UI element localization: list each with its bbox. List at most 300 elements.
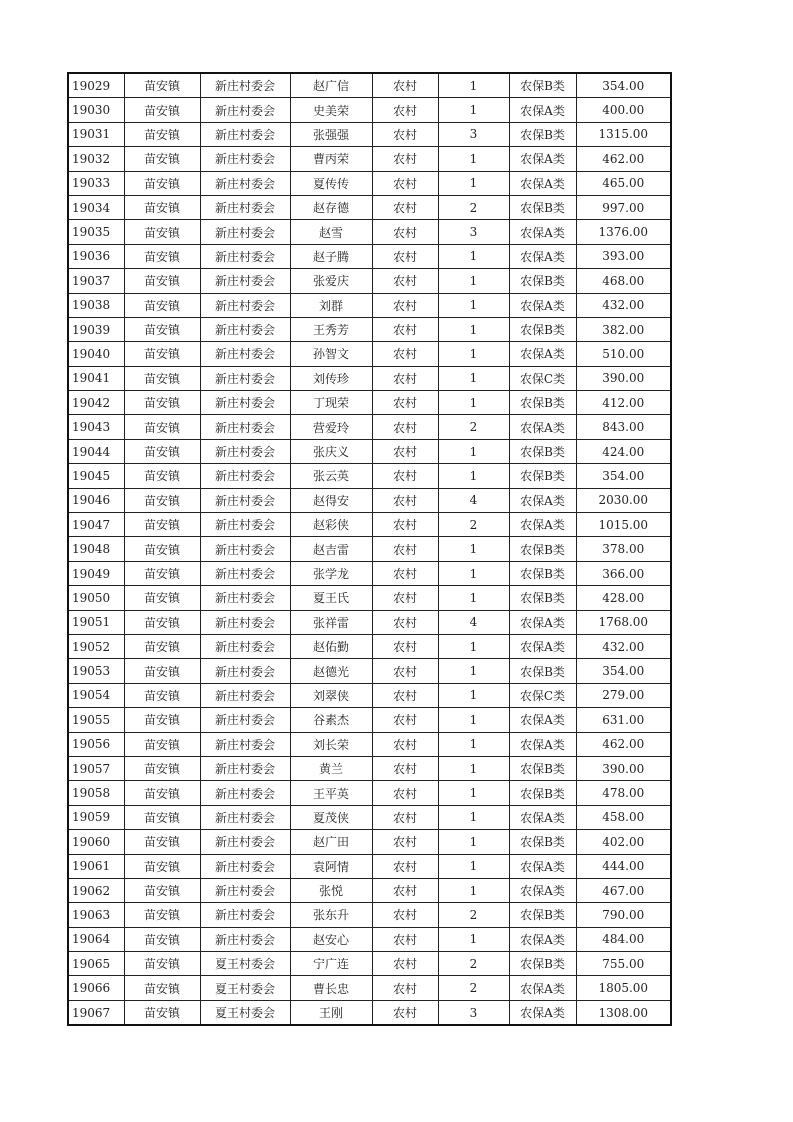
cell-id: 19033 bbox=[68, 171, 124, 195]
cell-town: 苗安镇 bbox=[124, 293, 200, 317]
cell-category: 农保A类 bbox=[509, 98, 576, 122]
cell-town: 苗安镇 bbox=[124, 927, 200, 951]
cell-category: 农保B类 bbox=[509, 122, 576, 146]
cell-village-committee: 新庄村委会 bbox=[200, 147, 290, 171]
cell-persons: 2 bbox=[438, 195, 509, 219]
table-row bbox=[68, 805, 671, 829]
cell-amount: 393.00 bbox=[576, 244, 671, 268]
cell-village-committee: 新庄村委会 bbox=[200, 171, 290, 195]
cell-amount: 1015.00 bbox=[576, 513, 671, 537]
cell-town: 苗安镇 bbox=[124, 439, 200, 463]
records-table-body bbox=[68, 73, 671, 1025]
cell-category: 农保B类 bbox=[509, 952, 576, 976]
cell-town: 苗安镇 bbox=[124, 1000, 200, 1025]
cell-household-type: 农村 bbox=[372, 342, 438, 366]
cell-id: 19051 bbox=[68, 610, 124, 634]
cell-amount: 412.00 bbox=[576, 391, 671, 415]
table-row bbox=[68, 488, 671, 512]
cell-town: 苗安镇 bbox=[124, 342, 200, 366]
cell-category: 农保B类 bbox=[509, 781, 576, 805]
cell-id: 19065 bbox=[68, 952, 124, 976]
cell-category: 农保B类 bbox=[509, 73, 576, 98]
cell-category: 农保B类 bbox=[509, 464, 576, 488]
cell-name: 丁现荣 bbox=[290, 391, 372, 415]
cell-name: 黄兰 bbox=[290, 756, 372, 780]
cell-category: 农保B类 bbox=[509, 391, 576, 415]
cell-village-committee: 新庄村委会 bbox=[200, 878, 290, 902]
cell-name: 夏传传 bbox=[290, 171, 372, 195]
cell-amount: 1376.00 bbox=[576, 220, 671, 244]
cell-persons: 1 bbox=[438, 293, 509, 317]
table-row bbox=[68, 513, 671, 537]
cell-id: 19062 bbox=[68, 878, 124, 902]
cell-persons: 1 bbox=[438, 317, 509, 341]
cell-village-committee: 新庄村委会 bbox=[200, 366, 290, 390]
cell-name: 夏王氏 bbox=[290, 586, 372, 610]
cell-id: 19052 bbox=[68, 634, 124, 658]
table-row bbox=[68, 439, 671, 463]
cell-household-type: 农村 bbox=[372, 732, 438, 756]
cell-category: 农保A类 bbox=[509, 342, 576, 366]
cell-name: 刘长荣 bbox=[290, 732, 372, 756]
cell-persons: 1 bbox=[438, 269, 509, 293]
cell-persons: 4 bbox=[438, 488, 509, 512]
cell-name: 张爱庆 bbox=[290, 269, 372, 293]
cell-persons: 1 bbox=[438, 854, 509, 878]
cell-amount: 755.00 bbox=[576, 952, 671, 976]
cell-persons: 1 bbox=[438, 586, 509, 610]
cell-amount: 631.00 bbox=[576, 708, 671, 732]
cell-category: 农保A类 bbox=[509, 854, 576, 878]
cell-category: 农保A类 bbox=[509, 415, 576, 439]
cell-household-type: 农村 bbox=[372, 513, 438, 537]
cell-category: 农保B类 bbox=[509, 830, 576, 854]
cell-household-type: 农村 bbox=[372, 269, 438, 293]
cell-village-committee: 新庄村委会 bbox=[200, 561, 290, 585]
cell-village-committee: 新庄村委会 bbox=[200, 708, 290, 732]
table-row bbox=[68, 342, 671, 366]
cell-name: 赵雪 bbox=[290, 220, 372, 244]
cell-town: 苗安镇 bbox=[124, 317, 200, 341]
cell-amount: 1768.00 bbox=[576, 610, 671, 634]
cell-amount: 484.00 bbox=[576, 927, 671, 951]
cell-town: 苗安镇 bbox=[124, 464, 200, 488]
cell-household-type: 农村 bbox=[372, 171, 438, 195]
cell-household-type: 农村 bbox=[372, 659, 438, 683]
cell-name: 赵存德 bbox=[290, 195, 372, 219]
cell-category: 农保A类 bbox=[509, 220, 576, 244]
table-row bbox=[68, 73, 671, 98]
cell-id: 19038 bbox=[68, 293, 124, 317]
table-row bbox=[68, 317, 671, 341]
cell-id: 19039 bbox=[68, 317, 124, 341]
cell-id: 19050 bbox=[68, 586, 124, 610]
cell-village-committee: 新庄村委会 bbox=[200, 659, 290, 683]
cell-name: 史美荣 bbox=[290, 98, 372, 122]
cell-category: 农保A类 bbox=[509, 171, 576, 195]
cell-village-committee: 新庄村委会 bbox=[200, 537, 290, 561]
cell-amount: 1805.00 bbox=[576, 976, 671, 1000]
cell-household-type: 农村 bbox=[372, 634, 438, 658]
cell-id: 19043 bbox=[68, 415, 124, 439]
cell-town: 苗安镇 bbox=[124, 781, 200, 805]
cell-village-committee: 新庄村委会 bbox=[200, 439, 290, 463]
cell-amount: 510.00 bbox=[576, 342, 671, 366]
cell-category: 农保B类 bbox=[509, 195, 576, 219]
cell-household-type: 农村 bbox=[372, 317, 438, 341]
cell-village-committee: 新庄村委会 bbox=[200, 244, 290, 268]
cell-household-type: 农村 bbox=[372, 391, 438, 415]
cell-town: 苗安镇 bbox=[124, 195, 200, 219]
cell-id: 19064 bbox=[68, 927, 124, 951]
cell-village-committee: 新庄村委会 bbox=[200, 98, 290, 122]
cell-name: 夏茂侠 bbox=[290, 805, 372, 829]
cell-household-type: 农村 bbox=[372, 830, 438, 854]
cell-village-committee: 新庄村委会 bbox=[200, 732, 290, 756]
cell-category: 农保C类 bbox=[509, 366, 576, 390]
cell-amount: 378.00 bbox=[576, 537, 671, 561]
cell-household-type: 农村 bbox=[372, 195, 438, 219]
table-row bbox=[68, 659, 671, 683]
cell-category: 农保A类 bbox=[509, 293, 576, 317]
cell-id: 19041 bbox=[68, 366, 124, 390]
cell-id: 19060 bbox=[68, 830, 124, 854]
cell-category: 农保C类 bbox=[509, 683, 576, 707]
cell-name: 营爱玲 bbox=[290, 415, 372, 439]
cell-town: 苗安镇 bbox=[124, 98, 200, 122]
cell-household-type: 农村 bbox=[372, 439, 438, 463]
cell-town: 苗安镇 bbox=[124, 683, 200, 707]
cell-town: 苗安镇 bbox=[124, 561, 200, 585]
cell-category: 农保B类 bbox=[509, 269, 576, 293]
cell-name: 张云英 bbox=[290, 464, 372, 488]
cell-id: 19042 bbox=[68, 391, 124, 415]
cell-persons: 3 bbox=[438, 220, 509, 244]
cell-name: 孙智文 bbox=[290, 342, 372, 366]
cell-category: 农保B类 bbox=[509, 659, 576, 683]
cell-household-type: 农村 bbox=[372, 610, 438, 634]
cell-town: 苗安镇 bbox=[124, 415, 200, 439]
table-row bbox=[68, 903, 671, 927]
cell-id: 19066 bbox=[68, 976, 124, 1000]
cell-id: 19048 bbox=[68, 537, 124, 561]
cell-village-committee: 新庄村委会 bbox=[200, 756, 290, 780]
cell-amount: 354.00 bbox=[576, 659, 671, 683]
cell-household-type: 农村 bbox=[372, 927, 438, 951]
cell-id: 19040 bbox=[68, 342, 124, 366]
cell-amount: 1315.00 bbox=[576, 122, 671, 146]
cell-amount: 790.00 bbox=[576, 903, 671, 927]
table-row bbox=[68, 878, 671, 902]
cell-persons: 1 bbox=[438, 147, 509, 171]
cell-town: 苗安镇 bbox=[124, 537, 200, 561]
cell-category: 农保A类 bbox=[509, 878, 576, 902]
cell-id: 19044 bbox=[68, 439, 124, 463]
cell-category: 农保A类 bbox=[509, 488, 576, 512]
cell-village-committee: 新庄村委会 bbox=[200, 342, 290, 366]
cell-name: 曹长忠 bbox=[290, 976, 372, 1000]
cell-name: 王刚 bbox=[290, 1000, 372, 1025]
cell-town: 苗安镇 bbox=[124, 366, 200, 390]
table-row bbox=[68, 781, 671, 805]
cell-persons: 2 bbox=[438, 415, 509, 439]
cell-town: 苗安镇 bbox=[124, 732, 200, 756]
cell-name: 赵德光 bbox=[290, 659, 372, 683]
cell-persons: 2 bbox=[438, 952, 509, 976]
cell-persons: 1 bbox=[438, 391, 509, 415]
cell-amount: 354.00 bbox=[576, 73, 671, 98]
cell-town: 苗安镇 bbox=[124, 73, 200, 98]
cell-amount: 432.00 bbox=[576, 634, 671, 658]
cell-amount: 462.00 bbox=[576, 147, 671, 171]
cell-village-committee: 新庄村委会 bbox=[200, 854, 290, 878]
cell-category: 农保B类 bbox=[509, 561, 576, 585]
cell-id: 19056 bbox=[68, 732, 124, 756]
cell-persons: 1 bbox=[438, 927, 509, 951]
cell-town: 苗安镇 bbox=[124, 586, 200, 610]
cell-persons: 1 bbox=[438, 171, 509, 195]
table-row bbox=[68, 195, 671, 219]
cell-amount: 432.00 bbox=[576, 293, 671, 317]
cell-category: 农保B类 bbox=[509, 439, 576, 463]
cell-household-type: 农村 bbox=[372, 464, 438, 488]
records-table bbox=[67, 72, 672, 1026]
table-row bbox=[68, 122, 671, 146]
cell-household-type: 农村 bbox=[372, 683, 438, 707]
cell-village-committee: 新庄村委会 bbox=[200, 610, 290, 634]
cell-household-type: 农村 bbox=[372, 98, 438, 122]
cell-name: 赵安心 bbox=[290, 927, 372, 951]
table-row bbox=[68, 391, 671, 415]
cell-category: 农保A类 bbox=[509, 244, 576, 268]
cell-amount: 279.00 bbox=[576, 683, 671, 707]
table-row bbox=[68, 537, 671, 561]
cell-village-committee: 新庄村委会 bbox=[200, 269, 290, 293]
cell-persons: 2 bbox=[438, 903, 509, 927]
cell-category: 农保A类 bbox=[509, 732, 576, 756]
cell-category: 农保A类 bbox=[509, 927, 576, 951]
table-row bbox=[68, 293, 671, 317]
table-row bbox=[68, 683, 671, 707]
cell-household-type: 农村 bbox=[372, 708, 438, 732]
cell-amount: 428.00 bbox=[576, 586, 671, 610]
cell-persons: 1 bbox=[438, 805, 509, 829]
cell-town: 苗安镇 bbox=[124, 488, 200, 512]
cell-name: 袁阿情 bbox=[290, 854, 372, 878]
cell-household-type: 农村 bbox=[372, 854, 438, 878]
table-row bbox=[68, 98, 671, 122]
cell-amount: 400.00 bbox=[576, 98, 671, 122]
cell-town: 苗安镇 bbox=[124, 854, 200, 878]
cell-persons: 1 bbox=[438, 781, 509, 805]
cell-persons: 1 bbox=[438, 537, 509, 561]
table-row bbox=[68, 464, 671, 488]
cell-persons: 1 bbox=[438, 439, 509, 463]
cell-category: 农保A类 bbox=[509, 708, 576, 732]
table-row bbox=[68, 415, 671, 439]
table-row bbox=[68, 732, 671, 756]
cell-village-committee: 新庄村委会 bbox=[200, 122, 290, 146]
cell-town: 苗安镇 bbox=[124, 634, 200, 658]
cell-name: 张学龙 bbox=[290, 561, 372, 585]
cell-household-type: 农村 bbox=[372, 903, 438, 927]
table-row bbox=[68, 244, 671, 268]
cell-village-committee: 新庄村委会 bbox=[200, 195, 290, 219]
cell-name: 赵彩侠 bbox=[290, 513, 372, 537]
cell-id: 19032 bbox=[68, 147, 124, 171]
cell-persons: 1 bbox=[438, 683, 509, 707]
cell-town: 苗安镇 bbox=[124, 244, 200, 268]
cell-amount: 458.00 bbox=[576, 805, 671, 829]
cell-persons: 1 bbox=[438, 634, 509, 658]
cell-category: 农保B类 bbox=[509, 756, 576, 780]
cell-name: 王秀芳 bbox=[290, 317, 372, 341]
cell-town: 苗安镇 bbox=[124, 708, 200, 732]
cell-persons: 1 bbox=[438, 464, 509, 488]
cell-town: 苗安镇 bbox=[124, 976, 200, 1000]
table-row bbox=[68, 561, 671, 585]
cell-name: 张强强 bbox=[290, 122, 372, 146]
cell-household-type: 农村 bbox=[372, 220, 438, 244]
cell-village-committee: 新庄村委会 bbox=[200, 683, 290, 707]
cell-village-committee: 新庄村委会 bbox=[200, 805, 290, 829]
table-row bbox=[68, 171, 671, 195]
cell-category: 农保A类 bbox=[509, 976, 576, 1000]
cell-persons: 3 bbox=[438, 1000, 509, 1025]
cell-town: 苗安镇 bbox=[124, 220, 200, 244]
cell-village-committee: 新庄村委会 bbox=[200, 830, 290, 854]
cell-town: 苗安镇 bbox=[124, 878, 200, 902]
table-row bbox=[68, 854, 671, 878]
cell-amount: 997.00 bbox=[576, 195, 671, 219]
cell-id: 19061 bbox=[68, 854, 124, 878]
cell-category: 农保B类 bbox=[509, 317, 576, 341]
cell-name: 赵子腾 bbox=[290, 244, 372, 268]
cell-household-type: 农村 bbox=[372, 122, 438, 146]
cell-village-committee: 新庄村委会 bbox=[200, 391, 290, 415]
cell-household-type: 农村 bbox=[372, 952, 438, 976]
cell-town: 苗安镇 bbox=[124, 830, 200, 854]
table-row bbox=[68, 952, 671, 976]
cell-town: 苗安镇 bbox=[124, 513, 200, 537]
cell-household-type: 农村 bbox=[372, 805, 438, 829]
cell-town: 苗安镇 bbox=[124, 122, 200, 146]
table-row bbox=[68, 756, 671, 780]
cell-id: 19035 bbox=[68, 220, 124, 244]
table-row bbox=[68, 586, 671, 610]
cell-village-committee: 新庄村委会 bbox=[200, 464, 290, 488]
cell-household-type: 农村 bbox=[372, 293, 438, 317]
cell-amount: 424.00 bbox=[576, 439, 671, 463]
cell-amount: 444.00 bbox=[576, 854, 671, 878]
cell-persons: 1 bbox=[438, 366, 509, 390]
cell-persons: 1 bbox=[438, 561, 509, 585]
cell-id: 19045 bbox=[68, 464, 124, 488]
cell-category: 农保A类 bbox=[509, 1000, 576, 1025]
cell-name: 王平英 bbox=[290, 781, 372, 805]
cell-persons: 2 bbox=[438, 513, 509, 537]
cell-name: 刘传珍 bbox=[290, 366, 372, 390]
cell-persons: 1 bbox=[438, 98, 509, 122]
cell-village-committee: 新庄村委会 bbox=[200, 293, 290, 317]
cell-persons: 1 bbox=[438, 732, 509, 756]
cell-amount: 467.00 bbox=[576, 878, 671, 902]
cell-persons: 1 bbox=[438, 73, 509, 98]
cell-household-type: 农村 bbox=[372, 976, 438, 1000]
cell-persons: 1 bbox=[438, 244, 509, 268]
cell-household-type: 农村 bbox=[372, 878, 438, 902]
cell-persons: 1 bbox=[438, 659, 509, 683]
cell-household-type: 农村 bbox=[372, 147, 438, 171]
cell-village-committee: 新庄村委会 bbox=[200, 513, 290, 537]
cell-amount: 2030.00 bbox=[576, 488, 671, 512]
cell-village-committee: 新庄村委会 bbox=[200, 415, 290, 439]
cell-id: 19054 bbox=[68, 683, 124, 707]
table-row bbox=[68, 610, 671, 634]
cell-household-type: 农村 bbox=[372, 781, 438, 805]
cell-household-type: 农村 bbox=[372, 756, 438, 780]
cell-name: 赵广田 bbox=[290, 830, 372, 854]
cell-id: 19059 bbox=[68, 805, 124, 829]
cell-village-committee: 夏王村委会 bbox=[200, 952, 290, 976]
table-row bbox=[68, 830, 671, 854]
cell-household-type: 农村 bbox=[372, 1000, 438, 1025]
cell-category: 农保A类 bbox=[509, 634, 576, 658]
cell-amount: 1308.00 bbox=[576, 1000, 671, 1025]
cell-amount: 354.00 bbox=[576, 464, 671, 488]
cell-amount: 465.00 bbox=[576, 171, 671, 195]
table-row bbox=[68, 366, 671, 390]
table-row bbox=[68, 708, 671, 732]
cell-name: 宁广连 bbox=[290, 952, 372, 976]
cell-id: 19031 bbox=[68, 122, 124, 146]
cell-category: 农保B类 bbox=[509, 903, 576, 927]
table-row bbox=[68, 976, 671, 1000]
cell-category: 农保A类 bbox=[509, 147, 576, 171]
cell-household-type: 农村 bbox=[372, 561, 438, 585]
cell-id: 19034 bbox=[68, 195, 124, 219]
cell-village-committee: 新庄村委会 bbox=[200, 317, 290, 341]
cell-amount: 382.00 bbox=[576, 317, 671, 341]
cell-persons: 2 bbox=[438, 976, 509, 1000]
cell-village-committee: 夏王村委会 bbox=[200, 976, 290, 1000]
cell-village-committee: 新庄村委会 bbox=[200, 488, 290, 512]
cell-name: 张庆义 bbox=[290, 439, 372, 463]
cell-name: 张悦 bbox=[290, 878, 372, 902]
cell-name: 曹丙荣 bbox=[290, 147, 372, 171]
cell-village-committee: 夏王村委会 bbox=[200, 1000, 290, 1025]
cell-id: 19030 bbox=[68, 98, 124, 122]
cell-persons: 3 bbox=[438, 122, 509, 146]
cell-town: 苗安镇 bbox=[124, 756, 200, 780]
table-row bbox=[68, 269, 671, 293]
cell-amount: 402.00 bbox=[576, 830, 671, 854]
cell-id: 19058 bbox=[68, 781, 124, 805]
cell-id: 19053 bbox=[68, 659, 124, 683]
cell-village-committee: 新庄村委会 bbox=[200, 220, 290, 244]
cell-name: 赵得安 bbox=[290, 488, 372, 512]
cell-amount: 843.00 bbox=[576, 415, 671, 439]
cell-town: 苗安镇 bbox=[124, 610, 200, 634]
cell-name: 刘翠侠 bbox=[290, 683, 372, 707]
cell-village-committee: 新庄村委会 bbox=[200, 73, 290, 98]
cell-town: 苗安镇 bbox=[124, 269, 200, 293]
cell-persons: 1 bbox=[438, 708, 509, 732]
cell-category: 农保A类 bbox=[509, 610, 576, 634]
cell-name: 谷素杰 bbox=[290, 708, 372, 732]
cell-name: 赵佑勤 bbox=[290, 634, 372, 658]
table-row bbox=[68, 634, 671, 658]
